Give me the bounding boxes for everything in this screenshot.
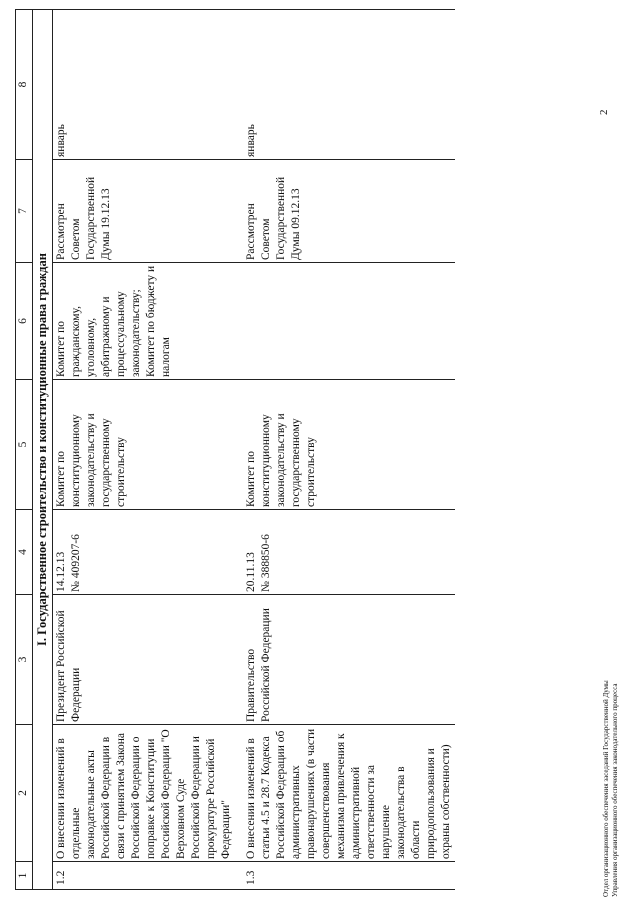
column-number: 6 <box>16 263 33 380</box>
footer-line: Управления организационного обеспечения законодательного процесса <box>611 683 619 897</box>
column-number: 1 <box>16 862 33 890</box>
bill-status: Рассмотрен Советом Государственной Думы 09.12.13 <box>243 160 455 263</box>
responsible-committee: Комитет по конституционному законодательству и государственному строительству <box>243 380 455 510</box>
bills-table <box>15 9 455 890</box>
bill-initiator: Президент Российской Федерации <box>53 595 243 725</box>
section-title: I. Государственное строительство и конституционные права граждан <box>33 10 53 890</box>
responsible-committee: Комитет по конституционному законодательству и государственному строительству <box>53 380 243 510</box>
column-number-row <box>16 10 33 890</box>
footer-line: Отдел организационного обеспечения заседаний Государственной Думы <box>602 680 610 897</box>
planned-month: январь <box>243 10 455 160</box>
co-executor-committees <box>243 263 455 380</box>
bill-title: О внесении изменений в статьи 4.5 и 28.7 Кодекса Российской Федерации об административных правонарушениях (в части совершенствования механизма привлечения к административной ответственности за нарушение законодательства в области природопользования и охраны собственности) <box>243 725 455 862</box>
column-number: 7 <box>16 160 33 263</box>
bill-initiator: Правительство Российской Федерации <box>243 595 455 725</box>
row-number: 1.2 <box>53 862 243 890</box>
planned-month: январь <box>53 10 243 160</box>
page-number: 2 <box>598 109 610 115</box>
column-number: 3 <box>16 595 33 725</box>
row-number: 1.3 <box>243 862 455 890</box>
co-executor-committees: Комитет по гражданскому, уголовному, арбитражному и процессуальному законодательству; Комитет по бюджету и налогам <box>53 263 243 380</box>
column-number: 8 <box>16 10 33 160</box>
column-number: 2 <box>16 725 33 862</box>
bill-date-number: 20.11.13 № 388850-6 <box>243 510 455 595</box>
bill-title: О внесении изменений в отдельные законодательные акты Российской Федерации в связи с принятием Закона Российской Федерации о поправке к Конституции Российской Федерации "О Верховном Суде Российской Федерации и прокуратуре Российской Федерации" <box>53 725 243 862</box>
bill-status: Рассмотрен Советом Государственной Думы 19.12.13 <box>53 160 243 263</box>
column-number: 5 <box>16 380 33 510</box>
column-number: 4 <box>16 510 33 595</box>
footer-department <box>602 680 620 897</box>
bill-date-number: 14.12.13 № 409207-6 <box>53 510 243 595</box>
table-row <box>243 10 455 890</box>
table-row <box>53 10 243 890</box>
